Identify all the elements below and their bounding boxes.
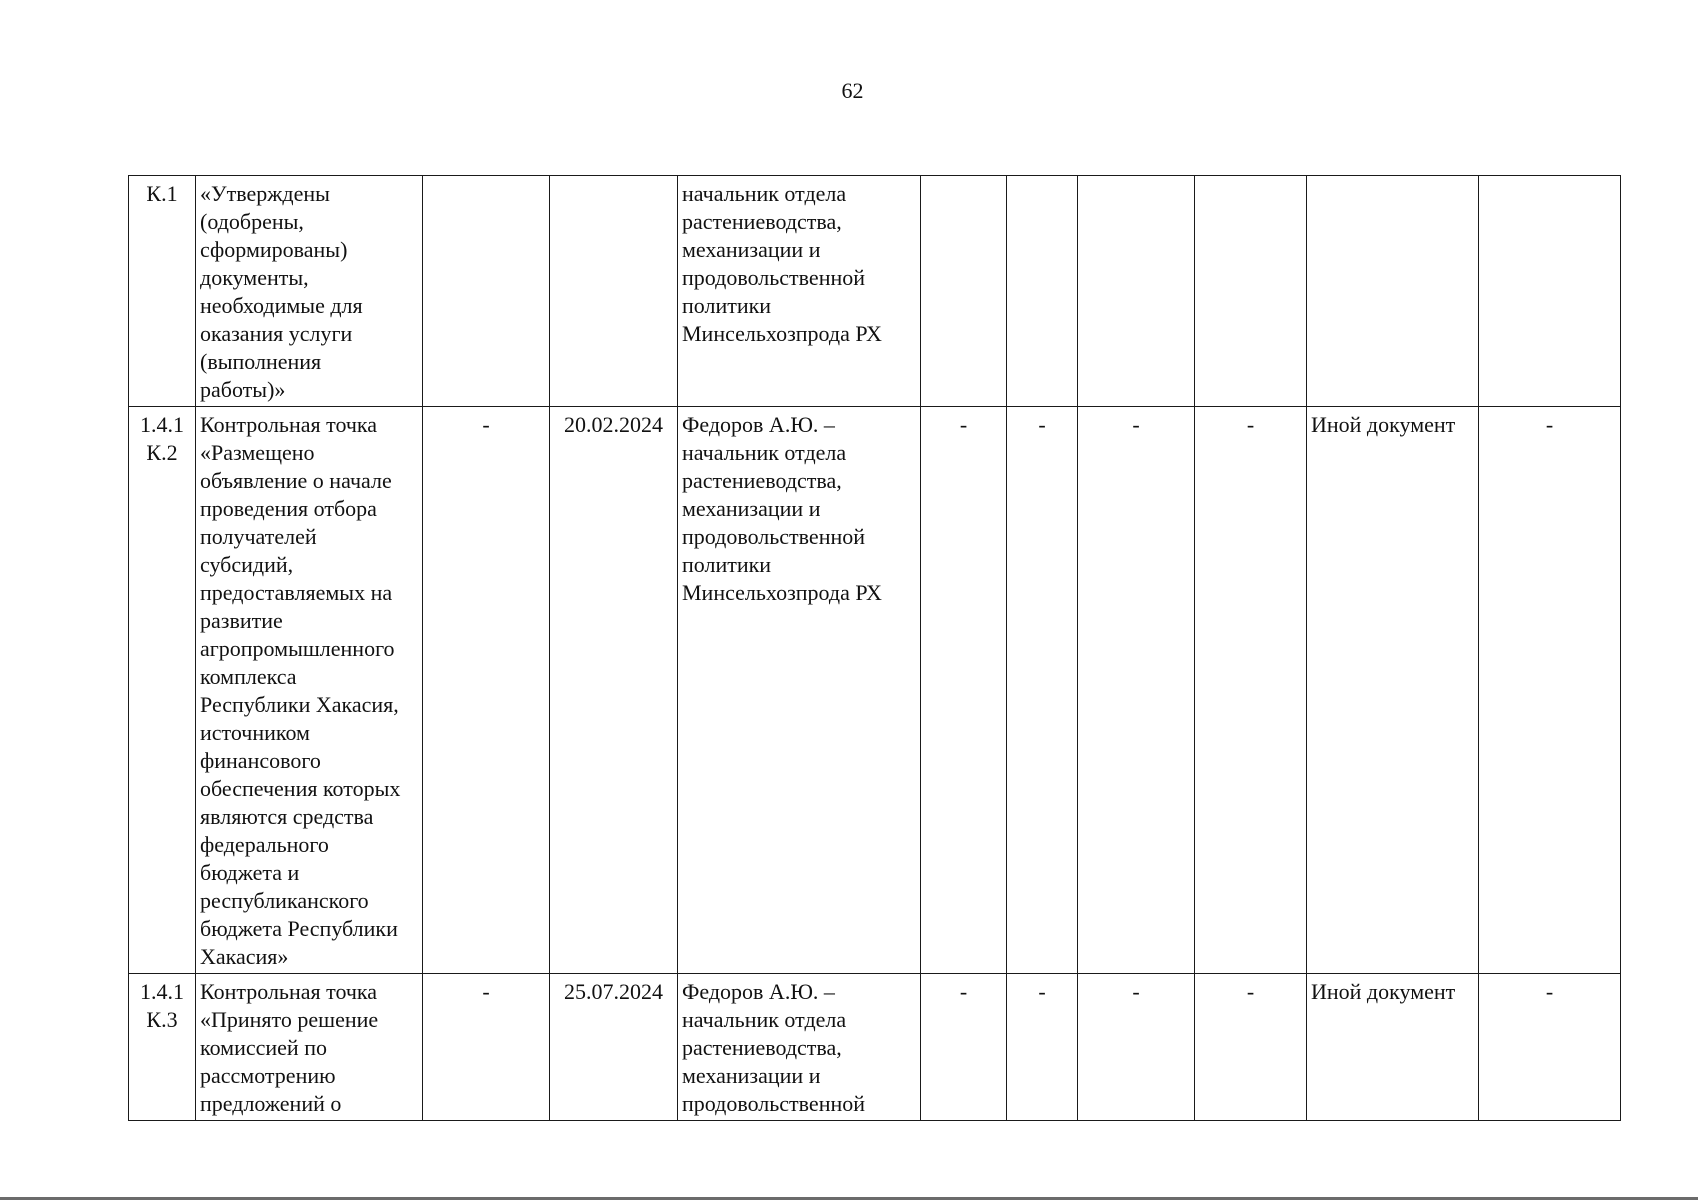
value-cell-4 (1195, 176, 1307, 407)
document-type-cell (1307, 176, 1479, 407)
responsible-cell: Федоров А.Ю. – начальник отдела растениеводства, механизации и продовольственной политики Минсельхозпрода РХ (678, 407, 921, 974)
document-type-cell: Иной документ (1307, 407, 1479, 974)
control-point-name-cell: Контрольная точка «Принято решение комиссией по рассмотрению предложений о (196, 974, 423, 1121)
responsible-cell: Федоров А.Ю. – начальник отдела растениеводства, механизации и продовольственной (678, 974, 921, 1121)
document-type-cell: Иной документ (1307, 974, 1479, 1121)
value-cell-3: - (1078, 407, 1195, 974)
table-row (129, 176, 1621, 407)
end-date-cell: 25.07.2024 (550, 974, 678, 1121)
value-cell-3 (1078, 176, 1195, 407)
control-point-name-cell: Контрольная точка «Размещено объявление о начале проведения отбора получателей субсидий, предоставляемых на развитие агропромышленного комплекса Республики Хакасия, источником финансового обеспечения которых являются средства федерального бюджета и республиканского бюджета Республики Хакасия» (196, 407, 423, 974)
row-number-cell: К.1 (129, 176, 196, 407)
control-point-name-cell: «Утверждены (одобрены, сформированы) документы, необходимые для оказания услуги (выполнения работы)» (196, 176, 423, 407)
value-cell-1 (921, 176, 1007, 407)
value-cell-4: - (1195, 974, 1307, 1121)
info-system-cell (1479, 176, 1621, 407)
value-cell-2: - (1007, 974, 1078, 1121)
value-cell-2 (1007, 176, 1078, 407)
responsible-cell: начальник отдела растениеводства, механизации и продовольственной политики Минсельхозпрода РХ (678, 176, 921, 407)
info-system-cell: - (1479, 407, 1621, 974)
table-row (129, 974, 1621, 1121)
value-cell-1: - (921, 974, 1007, 1121)
row-number-cell: 1.4.1 К.2 (129, 407, 196, 974)
start-date-cell (423, 176, 550, 407)
value-cell-2: - (1007, 407, 1078, 974)
row-number-cell: 1.4.1 К.3 (129, 974, 196, 1121)
page-number: 62 (841, 78, 864, 103)
start-date-cell: - (423, 974, 550, 1121)
value-cell-1: - (921, 407, 1007, 974)
value-cell-4: - (1195, 407, 1307, 974)
start-date-cell: - (423, 407, 550, 974)
info-system-cell: - (1479, 974, 1621, 1121)
end-date-cell: 20.02.2024 (550, 407, 678, 974)
control-points-table (128, 175, 1621, 1121)
end-date-cell (550, 176, 678, 407)
value-cell-3: - (1078, 974, 1195, 1121)
table-row (129, 407, 1621, 974)
